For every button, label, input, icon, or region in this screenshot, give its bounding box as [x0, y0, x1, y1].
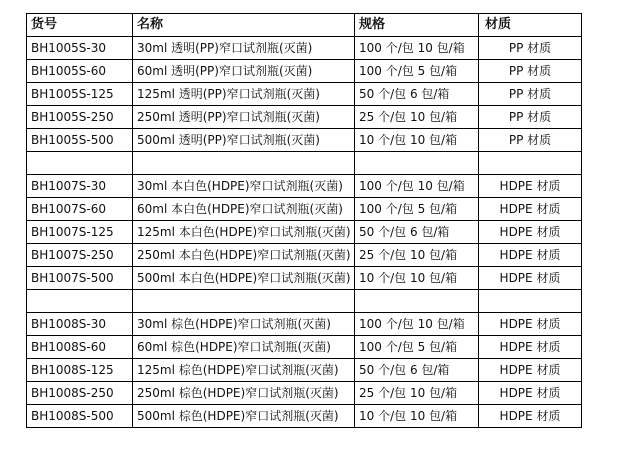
- cell-item-number: BH1005S-250: [27, 106, 133, 129]
- cell-name: 125ml 棕色(HDPE)窄口试剂瓶(灭菌): [133, 359, 355, 382]
- product-table: [26, 13, 582, 428]
- cell-spec: 25 个/包 10 包/箱: [355, 106, 479, 129]
- table-row: [27, 175, 582, 198]
- table-row: [27, 60, 582, 83]
- table-row: [27, 405, 582, 428]
- cell-material: HDPE 材质: [479, 267, 582, 290]
- cell-name: 125ml 本白色(HDPE)窄口试剂瓶(灭菌): [133, 221, 355, 244]
- separator-row: [27, 290, 582, 313]
- cell-spec: 25 个/包 10 包/箱: [355, 244, 479, 267]
- cell-item-number: [27, 290, 133, 313]
- cell-name: 30ml 透明(PP)窄口试剂瓶(灭菌): [133, 37, 355, 60]
- cell-name: 60ml 棕色(HDPE)窄口试剂瓶(灭菌): [133, 336, 355, 359]
- cell-item-number: BH1007S-30: [27, 175, 133, 198]
- cell-item-number: BH1008S-30: [27, 313, 133, 336]
- cell-material: HDPE 材质: [479, 198, 582, 221]
- cell-material: HDPE 材质: [479, 244, 582, 267]
- cell-material: PP 材质: [479, 37, 582, 60]
- cell-material: HDPE 材质: [479, 405, 582, 428]
- cell-item-number: BH1008S-125: [27, 359, 133, 382]
- cell-name: [133, 290, 355, 313]
- separator-row: [27, 152, 582, 175]
- header-name: 名称: [133, 14, 355, 37]
- cell-spec: 50 个/包 6 包/箱: [355, 221, 479, 244]
- header-material: 材质: [479, 14, 582, 37]
- cell-name: 250ml 本白色(HDPE)窄口试剂瓶(灭菌): [133, 244, 355, 267]
- cell-item-number: BH1007S-250: [27, 244, 133, 267]
- cell-name: 125ml 透明(PP)窄口试剂瓶(灭菌): [133, 83, 355, 106]
- cell-material: PP 材质: [479, 106, 582, 129]
- table-header: [27, 14, 582, 37]
- cell-item-number: BH1005S-125: [27, 83, 133, 106]
- cell-spec: 100 个/包 5 包/箱: [355, 198, 479, 221]
- cell-spec: 100 个/包 10 包/箱: [355, 37, 479, 60]
- cell-material: PP 材质: [479, 60, 582, 83]
- cell-spec: 100 个/包 10 包/箱: [355, 313, 479, 336]
- cell-name: 30ml 本白色(HDPE)窄口试剂瓶(灭菌): [133, 175, 355, 198]
- cell-item-number: BH1005S-60: [27, 60, 133, 83]
- cell-name: 500ml 透明(PP)窄口试剂瓶(灭菌): [133, 129, 355, 152]
- cell-name: 60ml 透明(PP)窄口试剂瓶(灭菌): [133, 60, 355, 83]
- cell-item-number: BH1005S-500: [27, 129, 133, 152]
- table-row: [27, 198, 582, 221]
- cell-spec: 10 个/包 10 包/箱: [355, 267, 479, 290]
- cell-name: 30ml 棕色(HDPE)窄口试剂瓶(灭菌): [133, 313, 355, 336]
- cell-spec: 25 个/包 10 包/箱: [355, 382, 479, 405]
- table-row: [27, 129, 582, 152]
- cell-item-number: BH1007S-500: [27, 267, 133, 290]
- table-row: [27, 37, 582, 60]
- cell-spec: [355, 290, 479, 313]
- table-row: [27, 221, 582, 244]
- cell-spec: 10 个/包 10 包/箱: [355, 405, 479, 428]
- header-item-number: 货号: [27, 14, 133, 37]
- cell-item-number: BH1008S-60: [27, 336, 133, 359]
- cell-spec: 100 个/包 10 包/箱: [355, 175, 479, 198]
- table-row: [27, 313, 582, 336]
- cell-spec: 10 个/包 10 包/箱: [355, 129, 479, 152]
- table-row: [27, 267, 582, 290]
- cell-item-number: BH1008S-250: [27, 382, 133, 405]
- cell-spec: [355, 152, 479, 175]
- cell-spec: 50 个/包 6 包/箱: [355, 359, 479, 382]
- cell-material: PP 材质: [479, 83, 582, 106]
- cell-material: PP 材质: [479, 129, 582, 152]
- cell-spec: 100 个/包 5 包/箱: [355, 60, 479, 83]
- cell-material: HDPE 材质: [479, 382, 582, 405]
- cell-item-number: [27, 152, 133, 175]
- header-spec: 规格: [355, 14, 479, 37]
- cell-material: [479, 152, 582, 175]
- table-body: [27, 37, 582, 428]
- cell-spec: 50 个/包 6 包/箱: [355, 83, 479, 106]
- cell-spec: 100 个/包 5 包/箱: [355, 336, 479, 359]
- cell-item-number: BH1005S-30: [27, 37, 133, 60]
- cell-name: 250ml 透明(PP)窄口试剂瓶(灭菌): [133, 106, 355, 129]
- table-row: [27, 382, 582, 405]
- cell-material: HDPE 材质: [479, 359, 582, 382]
- cell-item-number: BH1007S-60: [27, 198, 133, 221]
- cell-material: [479, 290, 582, 313]
- cell-name: 500ml 本白色(HDPE)窄口试剂瓶(灭菌): [133, 267, 355, 290]
- cell-item-number: BH1007S-125: [27, 221, 133, 244]
- cell-name: 500ml 棕色(HDPE)窄口试剂瓶(灭菌): [133, 405, 355, 428]
- cell-material: HDPE 材质: [479, 221, 582, 244]
- cell-name: 60ml 本白色(HDPE)窄口试剂瓶(灭菌): [133, 198, 355, 221]
- table-row: [27, 83, 582, 106]
- table-row: [27, 244, 582, 267]
- cell-material: HDPE 材质: [479, 336, 582, 359]
- cell-material: HDPE 材质: [479, 313, 582, 336]
- cell-name: [133, 152, 355, 175]
- cell-name: 250ml 棕色(HDPE)窄口试剂瓶(灭菌): [133, 382, 355, 405]
- table-row: [27, 359, 582, 382]
- cell-item-number: BH1008S-500: [27, 405, 133, 428]
- table-row: [27, 336, 582, 359]
- cell-material: HDPE 材质: [479, 175, 582, 198]
- header-row: [27, 14, 582, 37]
- table-row: [27, 106, 582, 129]
